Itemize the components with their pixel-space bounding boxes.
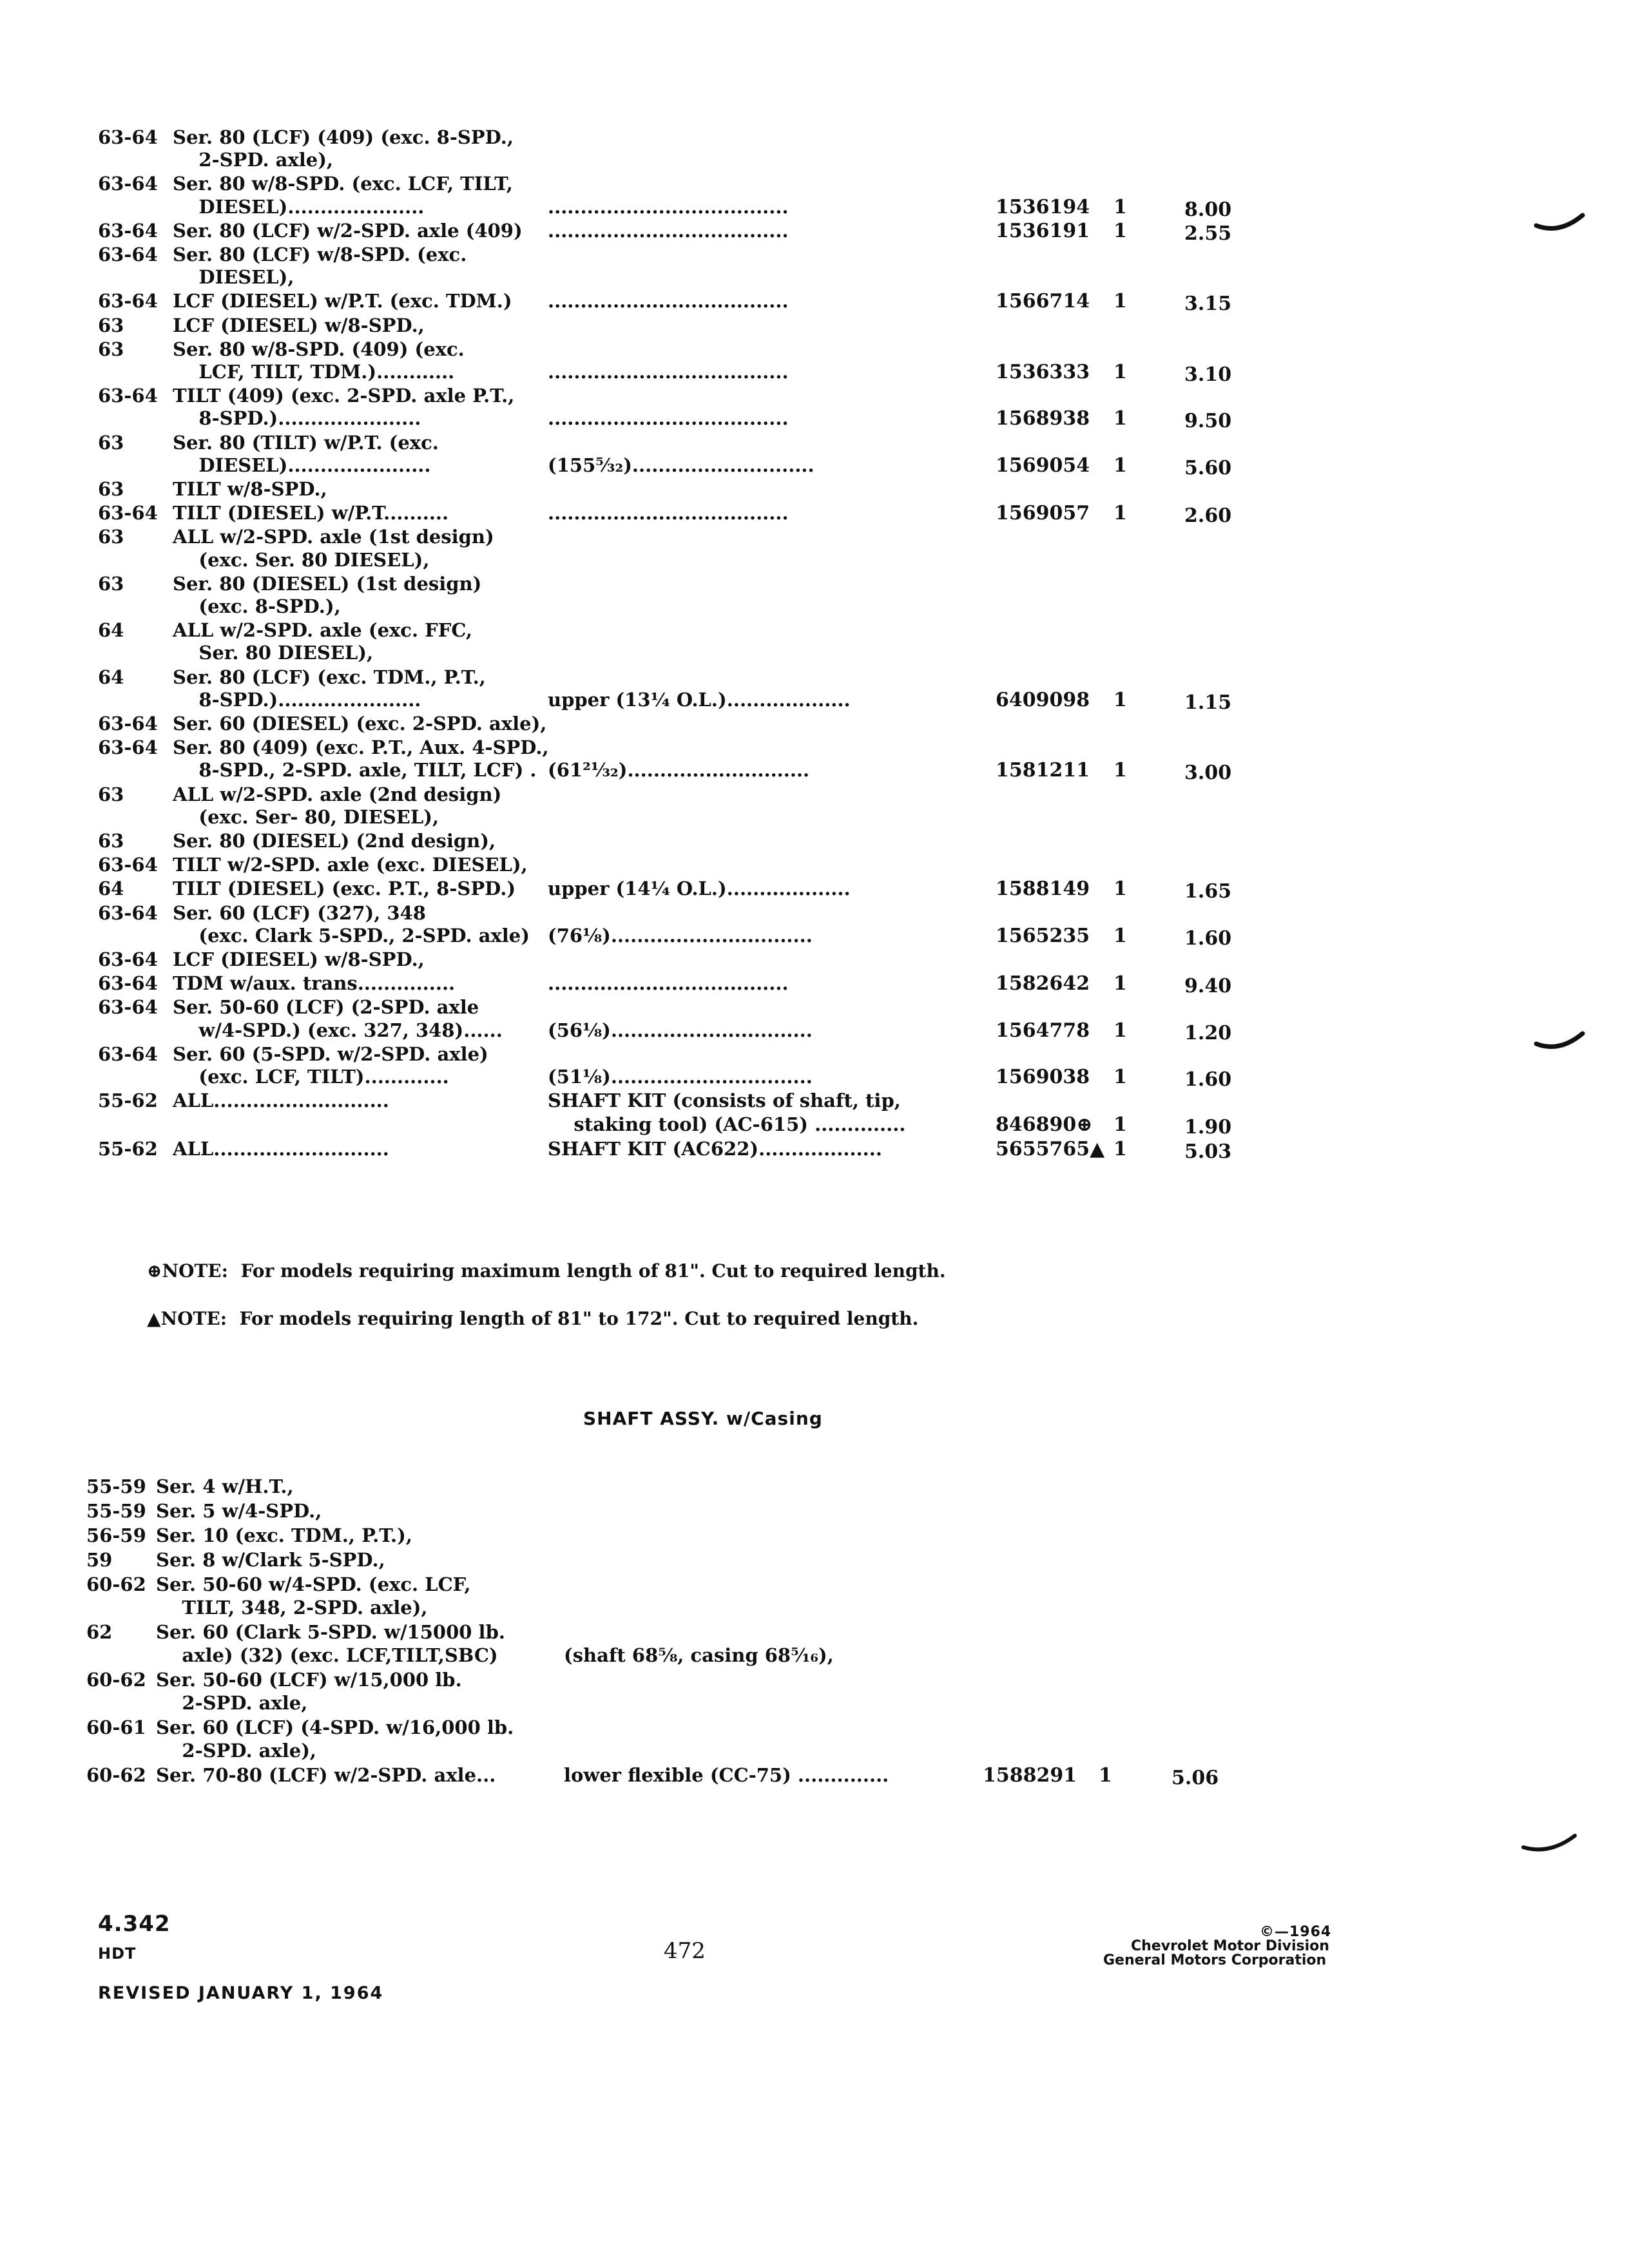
entry-part-number: 1581211 xyxy=(996,759,1090,782)
entry-years: 63 xyxy=(98,431,124,454)
entry-description: SHAFT KIT (consists of shaft, tip, xyxy=(548,1090,901,1112)
entry-model-line: 8-SPD., 2-SPD. axle, TILT, LCF) . xyxy=(173,759,537,782)
entry-years: 59 xyxy=(86,1549,113,1571)
entry-model-line: Ser. 60 (LCF) (327), 348 xyxy=(173,901,426,924)
revised-date: REVISED JANUARY 1, 1964 xyxy=(98,1983,384,2003)
entry-description: ..................................... xyxy=(548,219,789,242)
entry-model-line: DIESEL)..................... xyxy=(173,195,425,218)
entry-years: 55-62 xyxy=(98,1137,158,1160)
entry-model-line: Ser. 80 DIESEL), xyxy=(173,642,374,664)
entry-years: 63-64 xyxy=(98,901,158,924)
entry-model-line: Ser. 80 (LCF) (exc. TDM., P.T., xyxy=(173,666,486,688)
entry-description: lower flexible (CC-75) .............. xyxy=(564,1764,889,1786)
entry-model-line: Ser. 60 (5-SPD. w/2-SPD. axle) xyxy=(173,1043,488,1065)
entry-model-line: (exc. Clark 5-SPD., 2-SPD. axle) xyxy=(173,924,530,947)
entry-model-line: Ser. 4 w/H.T., xyxy=(156,1475,294,1497)
entry-description: staking tool) (AC-615) .............. xyxy=(548,1113,906,1136)
entry-model-line: Ser. 80 w/8-SPD. (409) (exc. xyxy=(173,338,465,360)
entry-part-number: 1588149 xyxy=(996,878,1090,901)
entry-model-line: Ser. 50-60 w/4-SPD. (exc. LCF, xyxy=(156,1573,471,1595)
entry-years: 64 xyxy=(98,619,124,642)
entry-part-number: 1588291 xyxy=(983,1764,1077,1787)
entry-quantity: 1 xyxy=(1113,290,1127,313)
entry-description: (56⅛)............................... xyxy=(548,1019,813,1041)
entry-years: 62 xyxy=(86,1621,113,1643)
entry-price: 2.60 xyxy=(1184,505,1232,528)
entry-price: 9.50 xyxy=(1184,410,1232,433)
entry-description: (shaft 68⅝, casing 68⁵⁄₁₆), xyxy=(564,1644,834,1666)
entry-model-line: Ser. 8 w/Clark 5-SPD., xyxy=(156,1549,385,1571)
entry-model-line: 2-SPD. axle, xyxy=(156,1692,308,1714)
entry-model-line: TILT w/2-SPD. axle (exc. DIESEL), xyxy=(173,854,528,876)
entry-model-line: ALL w/2-SPD. axle (1st design) xyxy=(173,526,494,548)
entry-quantity: 1 xyxy=(1113,195,1127,218)
entry-model-line: ALL........................... xyxy=(173,1090,389,1112)
entry-model-line: w/4-SPD.) (exc. 327, 348)...... xyxy=(173,1019,503,1041)
entry-price: 1.60 xyxy=(1184,1068,1232,1091)
entry-model-line: DIESEL), xyxy=(173,266,294,289)
entry-model-line: 2-SPD. axle), xyxy=(156,1740,317,1762)
entry-quantity: 1 xyxy=(1113,972,1127,995)
entry-price: 3.00 xyxy=(1184,762,1232,785)
entry-price: 1.65 xyxy=(1184,880,1232,903)
entry-model-line: LCF (DIESEL) w/8-SPD., xyxy=(173,314,425,336)
entry-model-line: Ser. 60 (Clark 5-SPD. w/15000 lb. xyxy=(156,1621,505,1643)
entry-model-line: Ser. 80 (409) (exc. P.T., Aux. 4-SPD., xyxy=(173,736,549,759)
entry-description: (51⅛)............................... xyxy=(548,1066,813,1088)
entry-years: 63-64 xyxy=(98,219,158,242)
corporation-name: General Motors Corporation xyxy=(1103,1952,1327,1968)
entry-price: 3.10 xyxy=(1184,363,1232,386)
entry-description: ..................................... xyxy=(548,972,789,995)
note-max-length: ⊕NOTE: For models requiring maximum length of 81". Cut to required length. xyxy=(147,1260,946,1282)
entry-model-line: LCF (DIESEL) w/P.T. (exc. TDM.) xyxy=(173,290,512,312)
entry-model-line: ALL w/2-SPD. axle (2nd design) xyxy=(173,783,502,805)
entry-part-number: 1565235 xyxy=(996,924,1090,947)
entry-quantity: 1 xyxy=(1113,1113,1127,1137)
entry-years: 63 xyxy=(98,314,124,336)
entry-model-line: LCF (DIESEL) w/8-SPD., xyxy=(173,948,425,970)
entry-years: 63 xyxy=(98,830,124,852)
entry-part-number: 1536191 xyxy=(996,219,1090,242)
entry-years: 64 xyxy=(98,878,124,900)
entry-years: 63-64 xyxy=(98,290,158,312)
entry-part-number: 1569038 xyxy=(996,1066,1090,1088)
entry-model-line: Ser. 80 (LCF) (409) (exc. 8-SPD., xyxy=(173,126,514,148)
entry-model-line: axle) (32) (exc. LCF,TILT,SBC) xyxy=(156,1644,498,1666)
entry-years: 60-62 xyxy=(86,1764,146,1786)
entry-model-line: ALL........................... xyxy=(173,1137,389,1160)
entry-price: 5.60 xyxy=(1184,456,1232,479)
entry-years: 63-64 xyxy=(98,173,158,195)
entry-years: 60-62 xyxy=(86,1669,146,1691)
entry-description: ..................................... xyxy=(548,195,789,218)
entry-description: upper (13¼ O.L.)................... xyxy=(548,688,851,711)
entry-price: 5.03 xyxy=(1184,1140,1232,1163)
entry-model-line: TDM w/aux. trans............... xyxy=(173,972,456,995)
entry-years: 55-59 xyxy=(86,1500,146,1522)
entry-model-line: ALL w/2-SPD. axle (exc. FFC, xyxy=(173,619,473,642)
entry-quantity: 1 xyxy=(1099,1764,1112,1787)
binding-mark-2 xyxy=(1534,1031,1585,1057)
entry-model-line: TILT (409) (exc. 2-SPD. axle P.T., xyxy=(173,385,515,407)
entry-part-number: 1568938 xyxy=(996,407,1090,430)
entry-part-number: 6409098 xyxy=(996,688,1090,711)
entry-years: 64 xyxy=(98,666,124,688)
entry-years: 63-64 xyxy=(98,713,158,735)
entry-model-line: Ser. 80 w/8-SPD. (exc. LCF, TILT, xyxy=(173,173,513,195)
entry-model-line: Ser. 80 (DIESEL) (1st design) xyxy=(173,572,482,595)
entry-years: 55-62 xyxy=(98,1090,158,1112)
entry-years: 63 xyxy=(98,526,124,548)
page-number: 472 xyxy=(664,1938,706,1964)
entry-model-line: DIESEL)...................... xyxy=(173,454,431,476)
entry-price: 5.06 xyxy=(1171,1767,1219,1789)
entry-years: 56-59 xyxy=(86,1524,146,1546)
entry-years: 63-64 xyxy=(98,502,158,524)
copyright: ©—1964 xyxy=(1260,1924,1332,1940)
entry-model-line: Ser. 60 (DIESEL) (exc. 2-SPD. axle), xyxy=(173,713,547,735)
entry-model-line: 2-SPD. axle), xyxy=(173,149,334,171)
section-title: SHAFT ASSY. w/Casing xyxy=(583,1408,823,1429)
entry-part-number: 1536333 xyxy=(996,361,1090,383)
entry-model-line: Ser. 5 w/4-SPD., xyxy=(156,1500,322,1522)
division-name: Chevrolet Motor Division xyxy=(1131,1938,1329,1954)
binding-mark-1 xyxy=(1534,213,1585,238)
entry-model-line: Ser. 10 (exc. TDM., P.T.), xyxy=(156,1524,412,1546)
entry-quantity: 1 xyxy=(1113,1137,1127,1160)
entry-price: 1.90 xyxy=(1184,1116,1232,1139)
entry-years: 63-64 xyxy=(98,126,158,148)
entry-years: 63-64 xyxy=(98,244,158,265)
entry-model-line: Ser. 80 (TILT) w/P.T. (exc. xyxy=(173,431,439,454)
entry-price: 8.00 xyxy=(1184,198,1232,221)
entry-model-line: TILT w/8-SPD., xyxy=(173,478,327,500)
entry-price: 2.55 xyxy=(1184,222,1232,245)
entry-years: 60-61 xyxy=(86,1716,146,1738)
entry-part-number: 1566714 xyxy=(996,290,1090,313)
entry-model-line: TILT (DIESEL) (exc. P.T., 8-SPD.) xyxy=(173,878,516,900)
entry-part-number: 1569057 xyxy=(996,502,1090,525)
entry-years: 63-64 xyxy=(98,854,158,876)
entry-description: ..................................... xyxy=(548,407,789,430)
entry-model-line: 8-SPD.)...................... xyxy=(173,407,421,430)
entry-price: 1.15 xyxy=(1184,691,1232,714)
entry-price: 1.60 xyxy=(1184,927,1232,950)
entry-years: 63 xyxy=(98,338,124,360)
entry-quantity: 1 xyxy=(1113,361,1127,383)
series-code: HDT xyxy=(98,1945,137,1963)
entry-years: 60-62 xyxy=(86,1573,146,1595)
entry-years: 63-64 xyxy=(98,972,158,995)
entry-price: 3.15 xyxy=(1184,293,1232,316)
entry-model-line: Ser. 50-60 (LCF) (2-SPD. axle xyxy=(173,996,479,1019)
section-number: 4.342 xyxy=(98,1911,171,1937)
entry-model-line: LCF, TILT, TDM.)............ xyxy=(173,361,455,383)
entry-description: (61²¹⁄₃₂)............................ xyxy=(548,759,810,782)
entry-model-line: Ser. 50-60 (LCF) w/15,000 lb. xyxy=(156,1669,462,1691)
entry-quantity: 1 xyxy=(1113,878,1127,901)
entry-quantity: 1 xyxy=(1113,1019,1127,1042)
entry-model-line: (exc. Ser. 80 DIESEL), xyxy=(173,548,430,571)
entry-description: ..................................... xyxy=(548,502,789,524)
entry-description: (155⁵⁄₃₂)............................ xyxy=(548,454,815,476)
entry-model-line: (exc. 8-SPD.), xyxy=(173,595,341,617)
entry-part-number: 5655765▲ xyxy=(996,1137,1105,1160)
entry-description: ..................................... xyxy=(548,361,789,383)
entry-model-line: TILT, 348, 2-SPD. axle), xyxy=(156,1597,428,1619)
entry-model-line: (exc. Ser- 80, DIESEL), xyxy=(173,805,439,828)
entry-years: 63-64 xyxy=(98,385,158,407)
entry-description: (76⅛)............................... xyxy=(548,924,813,947)
entry-years: 63 xyxy=(98,572,124,595)
note-length-range: ▲NOTE: For models requiring length of 81" to 172". Cut to required length. xyxy=(147,1308,919,1329)
entry-model-line: (exc. LCF, TILT)............. xyxy=(173,1066,449,1088)
entry-part-number: 1536194 xyxy=(996,195,1090,218)
entry-model-line: Ser. 80 (DIESEL) (2nd design), xyxy=(173,830,496,852)
entry-part-number: 1564778 xyxy=(996,1019,1090,1042)
entry-model-line: Ser. 70-80 (LCF) w/2-SPD. axle... xyxy=(156,1764,496,1786)
entry-years: 63 xyxy=(98,783,124,805)
entry-years: 63-64 xyxy=(98,736,158,759)
entry-quantity: 1 xyxy=(1113,688,1127,711)
entry-model-line: 8-SPD.)...................... xyxy=(173,688,421,711)
entry-model-line: TILT (DIESEL) w/P.T.......... xyxy=(173,502,449,524)
binding-mark-3 xyxy=(1521,1833,1579,1859)
entry-description: ..................................... xyxy=(548,290,789,312)
entry-part-number: 846890⊕ xyxy=(996,1113,1093,1137)
entry-description: SHAFT KIT (AC622)................... xyxy=(548,1137,882,1160)
entry-price: 1.20 xyxy=(1184,1021,1232,1044)
entry-years: 55-59 xyxy=(86,1475,146,1497)
entry-model-line: Ser. 60 (LCF) (4-SPD. w/16,000 lb. xyxy=(156,1716,514,1738)
entry-quantity: 1 xyxy=(1113,502,1127,525)
entry-quantity: 1 xyxy=(1113,454,1127,477)
entry-years: 63-64 xyxy=(98,1043,158,1065)
entry-quantity: 1 xyxy=(1113,759,1127,782)
entry-part-number: 1582642 xyxy=(996,972,1090,995)
entry-years: 63-64 xyxy=(98,948,158,970)
entry-quantity: 1 xyxy=(1113,219,1127,242)
entry-years: 63-64 xyxy=(98,996,158,1019)
entry-model-line: Ser. 80 (LCF) w/8-SPD. (exc. xyxy=(173,244,467,265)
entry-quantity: 1 xyxy=(1113,1066,1127,1088)
entry-description: upper (14¼ O.L.)................... xyxy=(548,878,851,900)
entry-model-line: Ser. 80 (LCF) w/2-SPD. axle (409) xyxy=(173,219,523,242)
entry-quantity: 1 xyxy=(1113,924,1127,947)
entry-years: 63 xyxy=(98,478,124,500)
entry-part-number: 1569054 xyxy=(996,454,1090,477)
entry-price: 9.40 xyxy=(1184,975,1232,998)
entry-quantity: 1 xyxy=(1113,407,1127,430)
